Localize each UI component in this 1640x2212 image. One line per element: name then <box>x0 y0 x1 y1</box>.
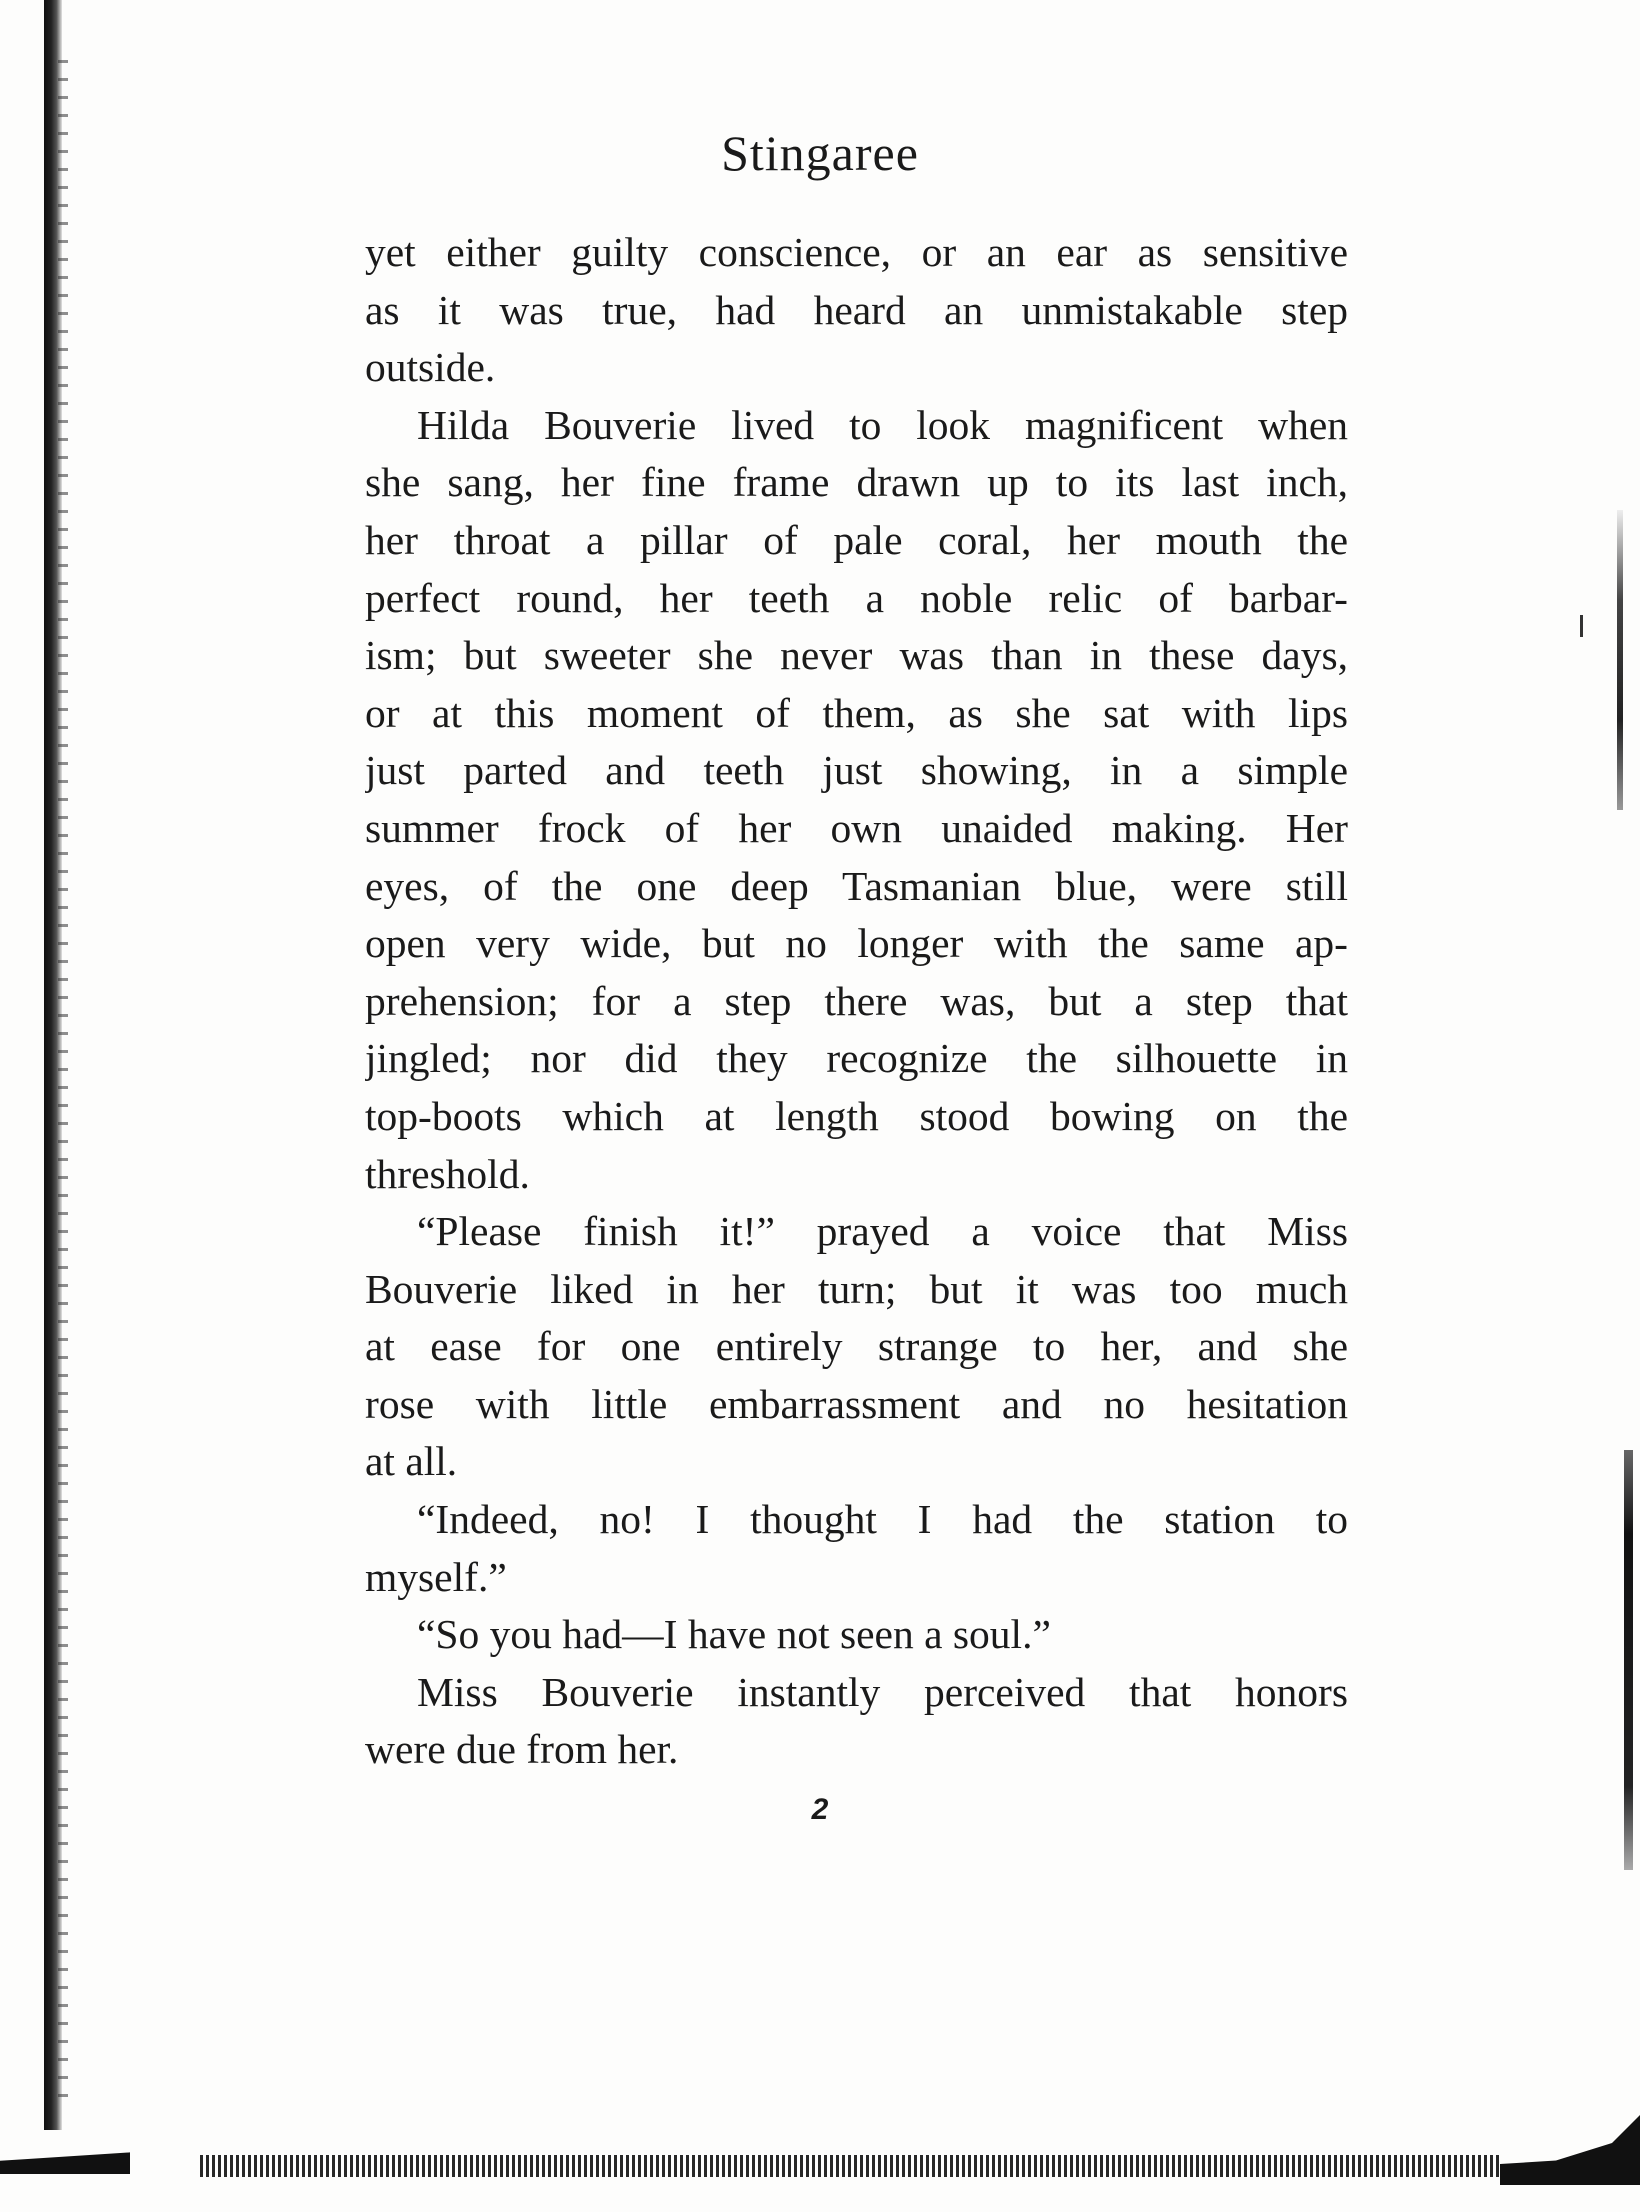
paragraph <box>365 1203 1348 1491</box>
paragraph <box>365 1606 1348 1664</box>
page-number: 2 <box>811 1793 829 1826</box>
text-line: just parted and teeth just showing, in a simple <box>365 747 1348 794</box>
text-line-last: outside. <box>365 344 496 391</box>
text-line: or at this moment of them, as she sat with lips <box>365 689 1348 736</box>
text-line: her throat a pillar of pale coral, her mouth the <box>365 516 1348 563</box>
text-line: rose with little embarrassment and no hesitation <box>365 1380 1348 1427</box>
paragraph <box>365 397 1348 1203</box>
scan-bottom-edge <box>200 2155 1500 2177</box>
text-line: she sang, her fine frame drawn up to its last inch, <box>365 459 1348 506</box>
paragraph <box>365 224 1348 397</box>
text-line-last: myself.” <box>365 1553 507 1600</box>
text-line: yet either guilty conscience, or an ear as sensitive <box>365 229 1348 275</box>
text-line: eyes, of the one deep Tasmanian blue, were still <box>365 862 1348 909</box>
scan-mark-right <box>1617 510 1623 810</box>
text-line-last: threshold. <box>365 1150 530 1197</box>
text-line-last: at all. <box>365 1438 458 1485</box>
scan-mark-right <box>1580 615 1583 637</box>
scan-corner-bottom-left <box>0 2150 130 2174</box>
text-line: Hilda Bouverie lived to look magnificent when <box>417 401 1348 448</box>
text-line: top-boots which at length stood bowing on the <box>365 1092 1348 1139</box>
text-line-last: were due from her. <box>365 1726 679 1773</box>
text-line: Bouverie liked in her turn; but it was too much <box>365 1265 1348 1312</box>
text-line: ism; but sweeter she never was than in these days, <box>365 632 1348 679</box>
text-line: perfect round, her teeth a noble relic of barbar- <box>365 574 1348 621</box>
text-line: prehension; for a step there was, but a step that <box>365 977 1348 1024</box>
text-line: summer frock of her own unaided making. Her <box>365 804 1348 851</box>
scan-corner-bottom-right <box>1500 2115 1640 2185</box>
running-head: Stingaree <box>721 125 919 181</box>
text-line: “Indeed, no! I thought I had the station to <box>417 1496 1348 1543</box>
text-line: open very wide, but no longer with the same ap- <box>365 920 1348 967</box>
text-line-last: “So you had—I have not seen a soul.” <box>417 1611 1051 1658</box>
text-line: Miss Bouverie instantly perceived that honors <box>417 1668 1348 1715</box>
text-line: “Please finish it!” prayed a voice that Miss <box>417 1208 1348 1255</box>
paragraph <box>365 1664 1348 1779</box>
text-line: as it was true, had heard an unmistakable step <box>365 286 1348 333</box>
body-text <box>365 224 1348 1779</box>
text-line: jingled; nor did they recognize the silhouette in <box>365 1035 1348 1082</box>
paragraph <box>365 1491 1348 1606</box>
text-line: at ease for one entirely strange to her, and she <box>365 1323 1348 1370</box>
